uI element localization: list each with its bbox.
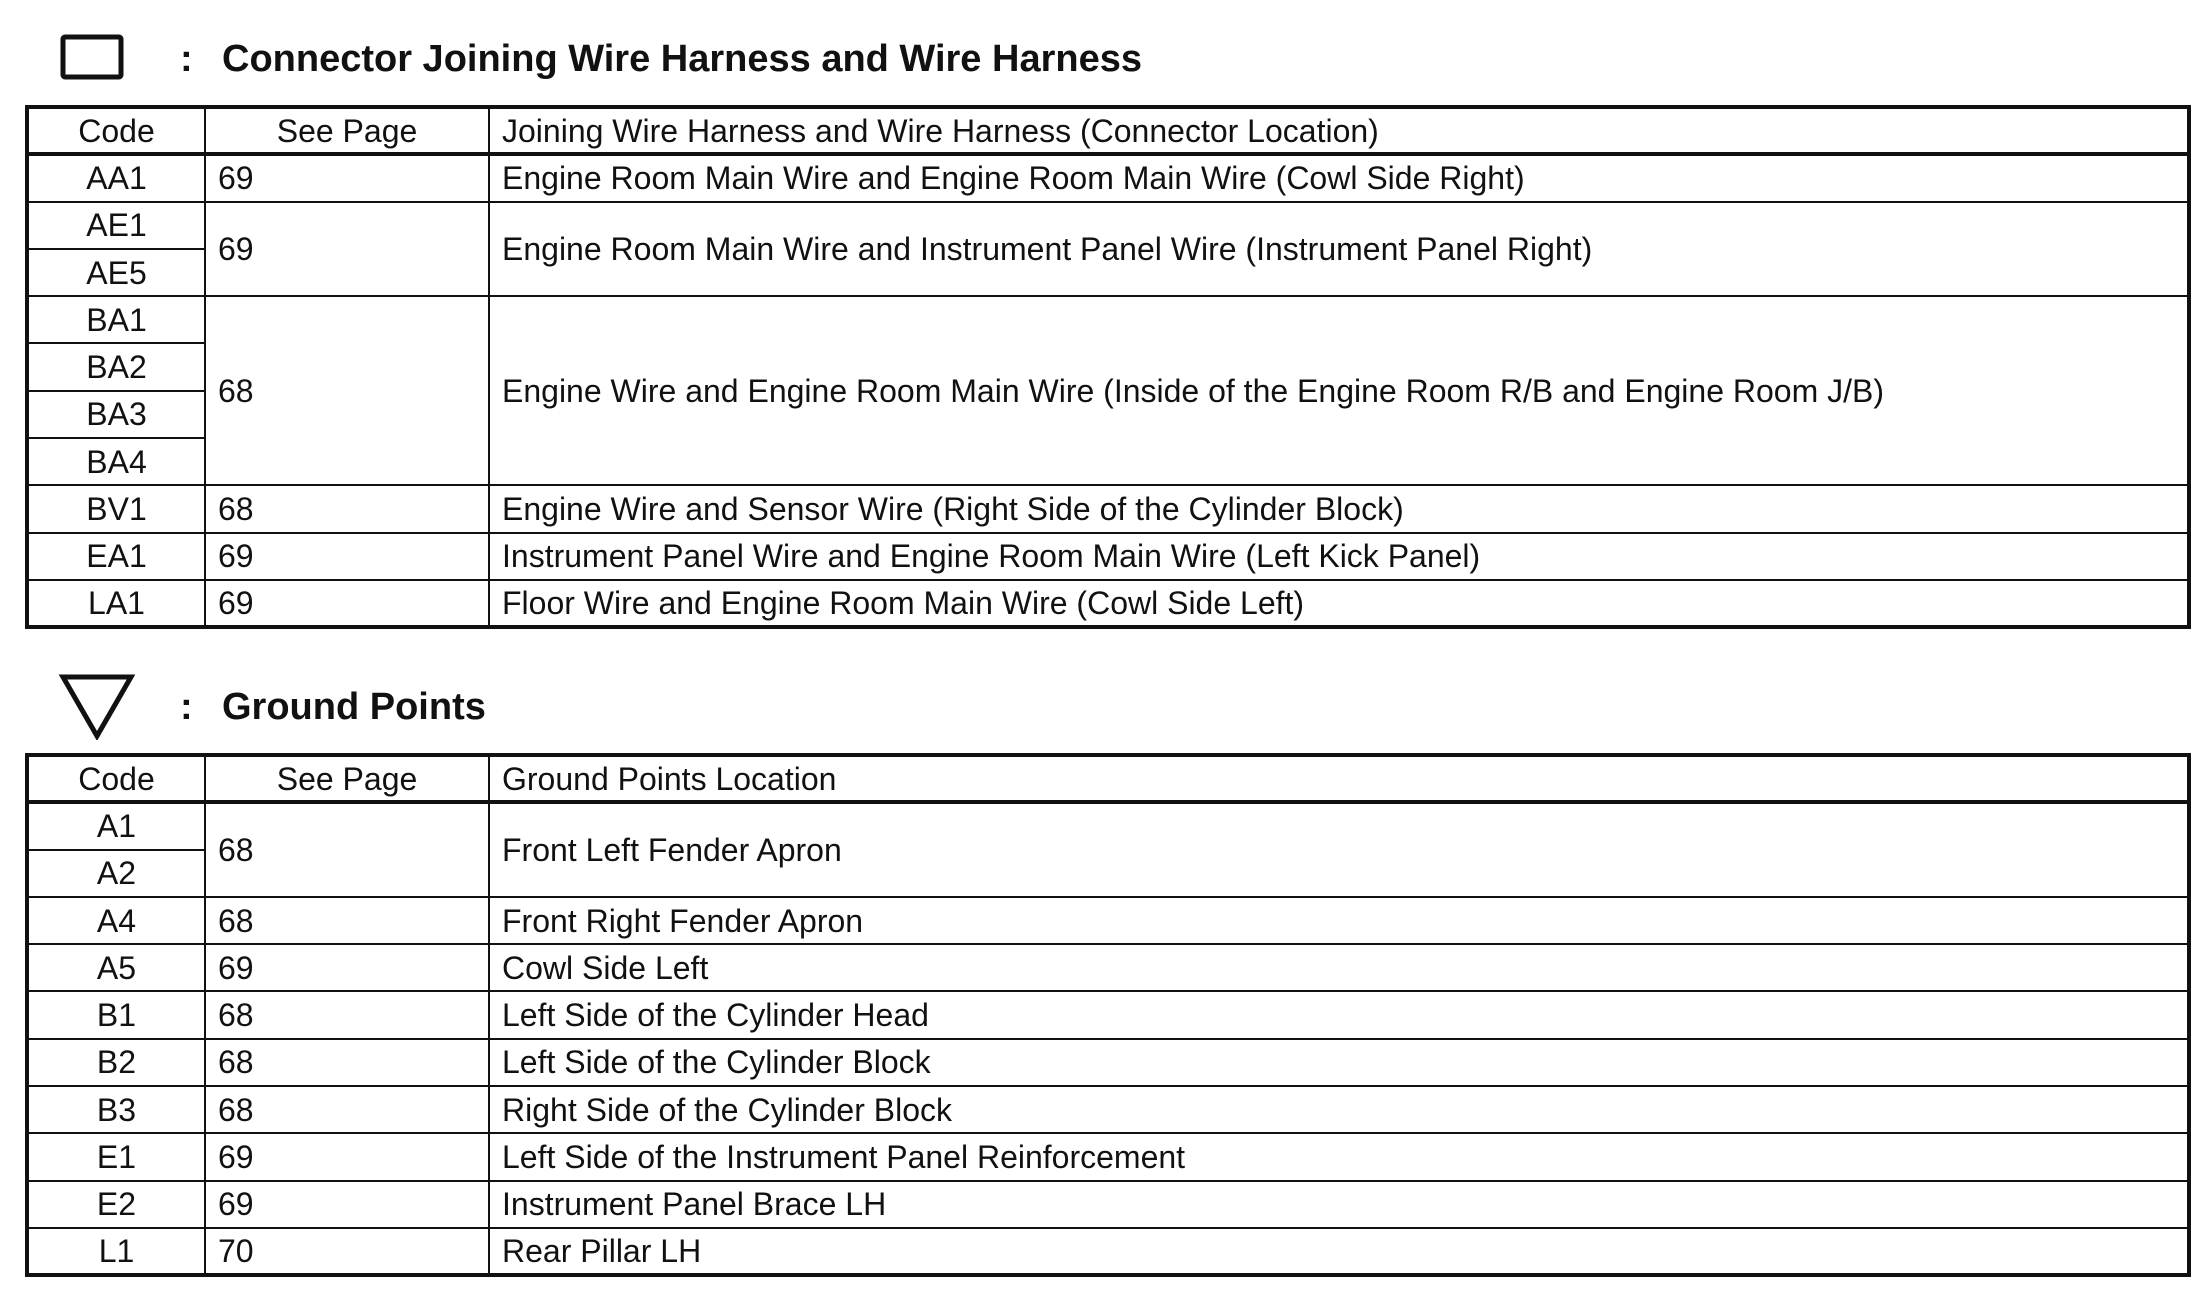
table-row bbox=[27, 1228, 2189, 1275]
connector-header-colon: : bbox=[180, 38, 193, 80]
code-cell: LA1 bbox=[27, 580, 205, 627]
code-cell: BV1 bbox=[27, 485, 205, 532]
see-page-cell: 68 bbox=[205, 802, 489, 897]
see-page-cell: 69 bbox=[205, 944, 489, 991]
ground-header-colon: : bbox=[180, 686, 193, 728]
description-cell: Instrument Panel Brace LH bbox=[489, 1181, 2189, 1228]
see-page-cell: 68 bbox=[205, 1086, 489, 1133]
description-cell: Front Left Fender Apron bbox=[489, 802, 2189, 897]
description-cell: Left Side of the Cylinder Head bbox=[489, 991, 2189, 1038]
see-page-cell: 68 bbox=[205, 897, 489, 944]
table-row bbox=[27, 202, 2189, 249]
code-cell: A4 bbox=[27, 897, 205, 944]
table-row bbox=[27, 1181, 2189, 1228]
see-page-cell: 68 bbox=[205, 991, 489, 1038]
table-row bbox=[27, 1086, 2189, 1133]
column-header-see-page: See Page bbox=[205, 107, 489, 154]
code-cell: A2 bbox=[27, 850, 205, 897]
description-cell: Instrument Panel Wire and Engine Room Main Wire (Left Kick Panel) bbox=[489, 533, 2189, 580]
code-cell: B3 bbox=[27, 1086, 205, 1133]
description-cell: Floor Wire and Engine Room Main Wire (Cowl Side Left) bbox=[489, 580, 2189, 627]
description-cell: Front Right Fender Apron bbox=[489, 897, 2189, 944]
see-page-cell: 69 bbox=[205, 580, 489, 627]
table-row bbox=[27, 897, 2189, 944]
description-cell: Left Side of the Cylinder Block bbox=[489, 1039, 2189, 1086]
table-row bbox=[27, 802, 2189, 849]
table-row bbox=[27, 580, 2189, 627]
table-row bbox=[27, 485, 2189, 532]
description-cell: Engine Wire and Sensor Wire (Right Side of the Cylinder Block) bbox=[489, 485, 2189, 532]
see-page-cell: 68 bbox=[205, 296, 489, 485]
see-page-cell: 70 bbox=[205, 1228, 489, 1275]
connector-section-title: Connector Joining Wire Harness and Wire Harness bbox=[222, 38, 1142, 80]
table-header-row bbox=[27, 107, 2189, 154]
code-cell: A5 bbox=[27, 944, 205, 991]
code-cell: L1 bbox=[27, 1228, 205, 1275]
description-cell: Rear Pillar LH bbox=[489, 1228, 2189, 1275]
table-row bbox=[27, 154, 2189, 201]
code-cell: B1 bbox=[27, 991, 205, 1038]
see-page-cell: 69 bbox=[205, 1133, 489, 1180]
code-cell: BA2 bbox=[27, 343, 205, 390]
see-page-cell: 69 bbox=[205, 533, 489, 580]
table-row bbox=[27, 944, 2189, 991]
down-triangle-outline-icon bbox=[58, 672, 136, 740]
code-cell: AA1 bbox=[27, 154, 205, 201]
code-cell: BA4 bbox=[27, 438, 205, 485]
square-outline-icon bbox=[60, 34, 124, 80]
description-cell: Engine Room Main Wire and Instrument Panel Wire (Instrument Panel Right) bbox=[489, 202, 2189, 297]
table-row bbox=[27, 1133, 2189, 1180]
connector-table bbox=[25, 105, 2191, 629]
description-cell: Cowl Side Left bbox=[489, 944, 2189, 991]
see-page-cell: 68 bbox=[205, 1039, 489, 1086]
ground-section-header bbox=[0, 668, 2211, 748]
code-cell: E2 bbox=[27, 1181, 205, 1228]
see-page-cell: 69 bbox=[205, 202, 489, 297]
code-cell: BA1 bbox=[27, 296, 205, 343]
column-header-description: Joining Wire Harness and Wire Harness (Connector Location) bbox=[489, 107, 2189, 154]
code-cell: EA1 bbox=[27, 533, 205, 580]
table-row bbox=[27, 991, 2189, 1038]
connector-section-header bbox=[0, 20, 2211, 100]
code-cell: A1 bbox=[27, 802, 205, 849]
see-page-cell: 69 bbox=[205, 154, 489, 201]
table-row bbox=[27, 533, 2189, 580]
description-cell: Engine Room Main Wire and Engine Room Main Wire (Cowl Side Right) bbox=[489, 154, 2189, 201]
table-header-row bbox=[27, 755, 2189, 802]
column-header-description: Ground Points Location bbox=[489, 755, 2189, 802]
see-page-cell: 68 bbox=[205, 485, 489, 532]
code-cell: AE5 bbox=[27, 249, 205, 296]
ground-section-title: Ground Points bbox=[222, 686, 486, 728]
column-header-see-page: See Page bbox=[205, 755, 489, 802]
description-cell: Engine Wire and Engine Room Main Wire (Inside of the Engine Room R/B and Engine Room J/B) bbox=[489, 296, 2189, 485]
description-cell: Right Side of the Cylinder Block bbox=[489, 1086, 2189, 1133]
code-cell: AE1 bbox=[27, 202, 205, 249]
column-header-code: Code bbox=[27, 107, 205, 154]
column-header-code: Code bbox=[27, 755, 205, 802]
description-cell: Left Side of the Instrument Panel Reinforcement bbox=[489, 1133, 2189, 1180]
table-row bbox=[27, 296, 2189, 343]
code-cell: BA3 bbox=[27, 391, 205, 438]
ground-points-table bbox=[25, 753, 2191, 1277]
code-cell: E1 bbox=[27, 1133, 205, 1180]
see-page-cell: 69 bbox=[205, 1181, 489, 1228]
table-row bbox=[27, 1039, 2189, 1086]
code-cell: B2 bbox=[27, 1039, 205, 1086]
